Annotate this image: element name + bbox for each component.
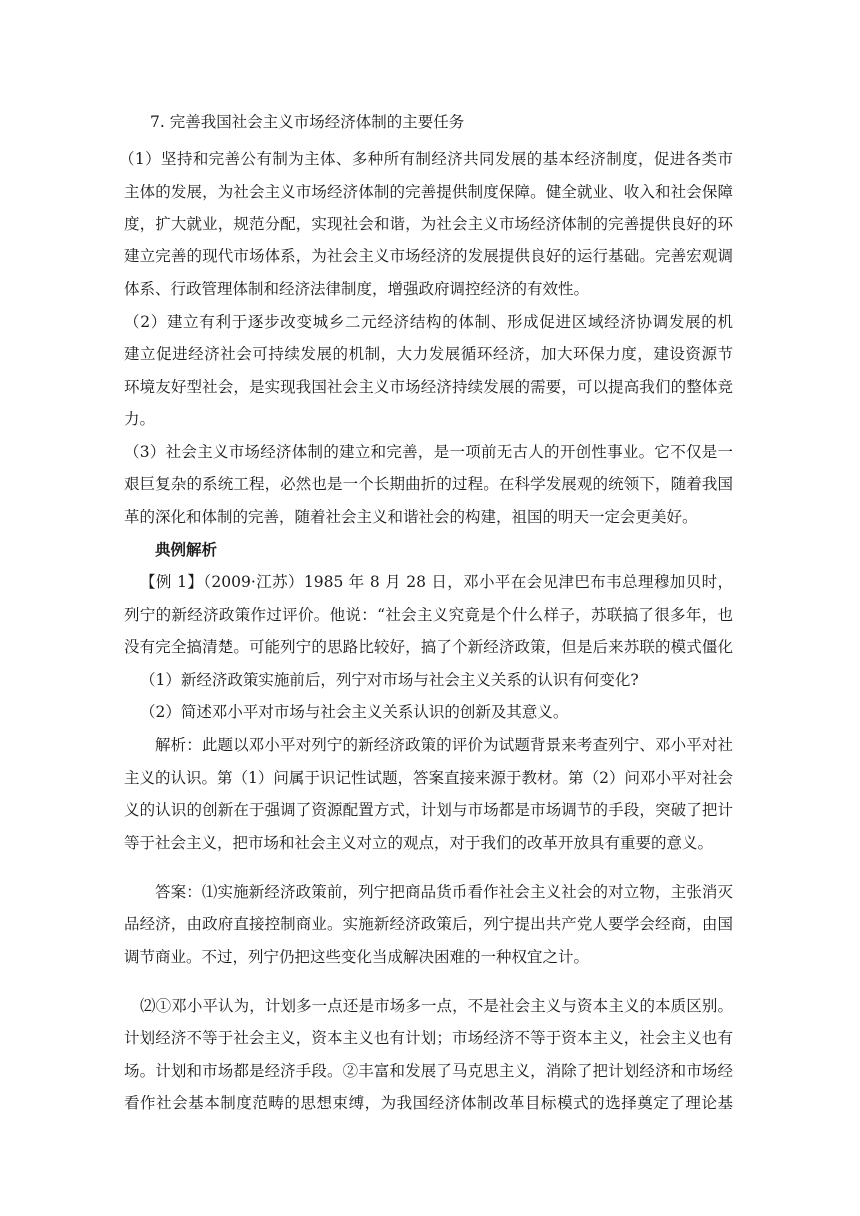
- example-line: 列宁的新经济政策作过评价。他说：“社会主义究竟是个什么样子，苏联搞了很多年，也: [124, 606, 733, 624]
- paragraph-line: （1）坚持和完善公有制为主体、多种所有制经济共同发展的基本经济制度，促进各类市: [119, 150, 733, 168]
- answer-line: 调节商业。不过，列宁仍把这些变化当成解决困难的一种权宜之计。: [124, 948, 590, 966]
- analysis-line: 主义的认识。第（1）问属于识记性试题，答案直接来源于教材。第（2）问邓小平对社会: [124, 769, 733, 787]
- question-1: （1）新经济政策实施前后，列宁对市场与社会主义关系的认识有何变化?: [140, 671, 639, 689]
- paragraph-line: 建立促进经济社会可持续发展的机制，大力发展循环经济，加大环保力度，建设资源节: [124, 345, 733, 363]
- answer-line: 场。计划和市场都是经济手段。②丰富和发展了马克思主义，消除了把计划经济和市场经: [124, 1062, 733, 1080]
- paragraph-line: 度，扩大就业，规范分配，实现社会和谐，为社会主义市场经济体制的完善提供良好的环: [124, 215, 733, 233]
- paragraph-line: 建立完善的现代市场体系，为社会主义市场经济的发展提供良好的运行基础。完善宏观调: [124, 247, 733, 265]
- answer-line: ⑵①邓小平认为，计划多一点还是市场多一点，不是社会主义与资本主义的本质区别。: [140, 997, 733, 1015]
- example-line: 没有完全搞清楚。可能列宁的思路比较好，搞了个新经济政策，但是后来苏联的模式僵化: [124, 638, 733, 656]
- paragraph-line: 体系、行政管理体制和经济法律制度，增强政府调控经济的有效性。: [124, 280, 590, 298]
- question-2: （2）简述邓小平对市场与社会主义关系认识的创新及其意义。: [140, 703, 569, 721]
- paragraph-line: （2）建立有利于逐步改变城乡二元经济结构的体制、形成促进区域经济协调发展的机: [124, 313, 733, 331]
- analysis-line: 义的认识的创新在于强调了资源配置方式，计划与市场都是市场调节的手段，突破了把计: [124, 801, 733, 819]
- paragraph-line: 环境友好型社会，是实现我国社会主义市场经济持续发展的需要，可以提高我们的整体竞: [124, 378, 733, 396]
- paragraph-line: 力。: [124, 410, 156, 428]
- analysis-line: 解析：此题以邓小平对列宁的新经济政策的评价为试题背景来考查列宁、邓小平对社: [155, 736, 733, 754]
- paragraph-line: （3）社会主义市场经济体制的建立和完善，是一项前无古人的开创性事业。它不仅是一: [124, 443, 733, 461]
- paragraph-line: 艰巨复杂的系统工程，必然也是一个长期曲折的过程。在科学发展观的统领下，随着我国: [124, 475, 733, 493]
- answer-line: 计划经济不等于社会主义，资本主义也有计划；市场经济不等于资本主义，社会主义也有: [124, 1029, 733, 1047]
- analysis-line: 等于社会主义，把市场和社会主义对立的观点，对于我们的改革开放具有重要的意义。: [124, 834, 714, 852]
- example-line: 【例 1】（2009·江苏）1985 年 8 月 28 日，邓小平在会见津巴布韦总理穆加贝时，: [140, 573, 733, 591]
- example-heading: 典例解析: [155, 540, 218, 559]
- answer-line: 答案：⑴实施新经济政策前，列宁把商品货币看作社会主义社会的对立物，主张消灭: [155, 883, 733, 901]
- paragraph-line: 主体的发展，为社会主义市场经济体制的完善提供制度保障。健全就业、收入和社会保障: [124, 183, 733, 201]
- section-heading: 7. 完善我国社会主义市场经济体制的主要任务: [150, 113, 465, 131]
- paragraph-line: 革的深化和体制的完善，随着社会主义和谐社会的构建，祖国的明天一定会更美好。: [124, 508, 698, 526]
- answer-line: 看作社会基本制度范畴的思想束缚，为我国经济体制改革目标模式的选择奠定了理论基: [124, 1094, 733, 1112]
- answer-line: 品经济，由政府直接控制商业。实施新经济政策后，列宁提出共产党人要学会经商，由国: [124, 915, 733, 933]
